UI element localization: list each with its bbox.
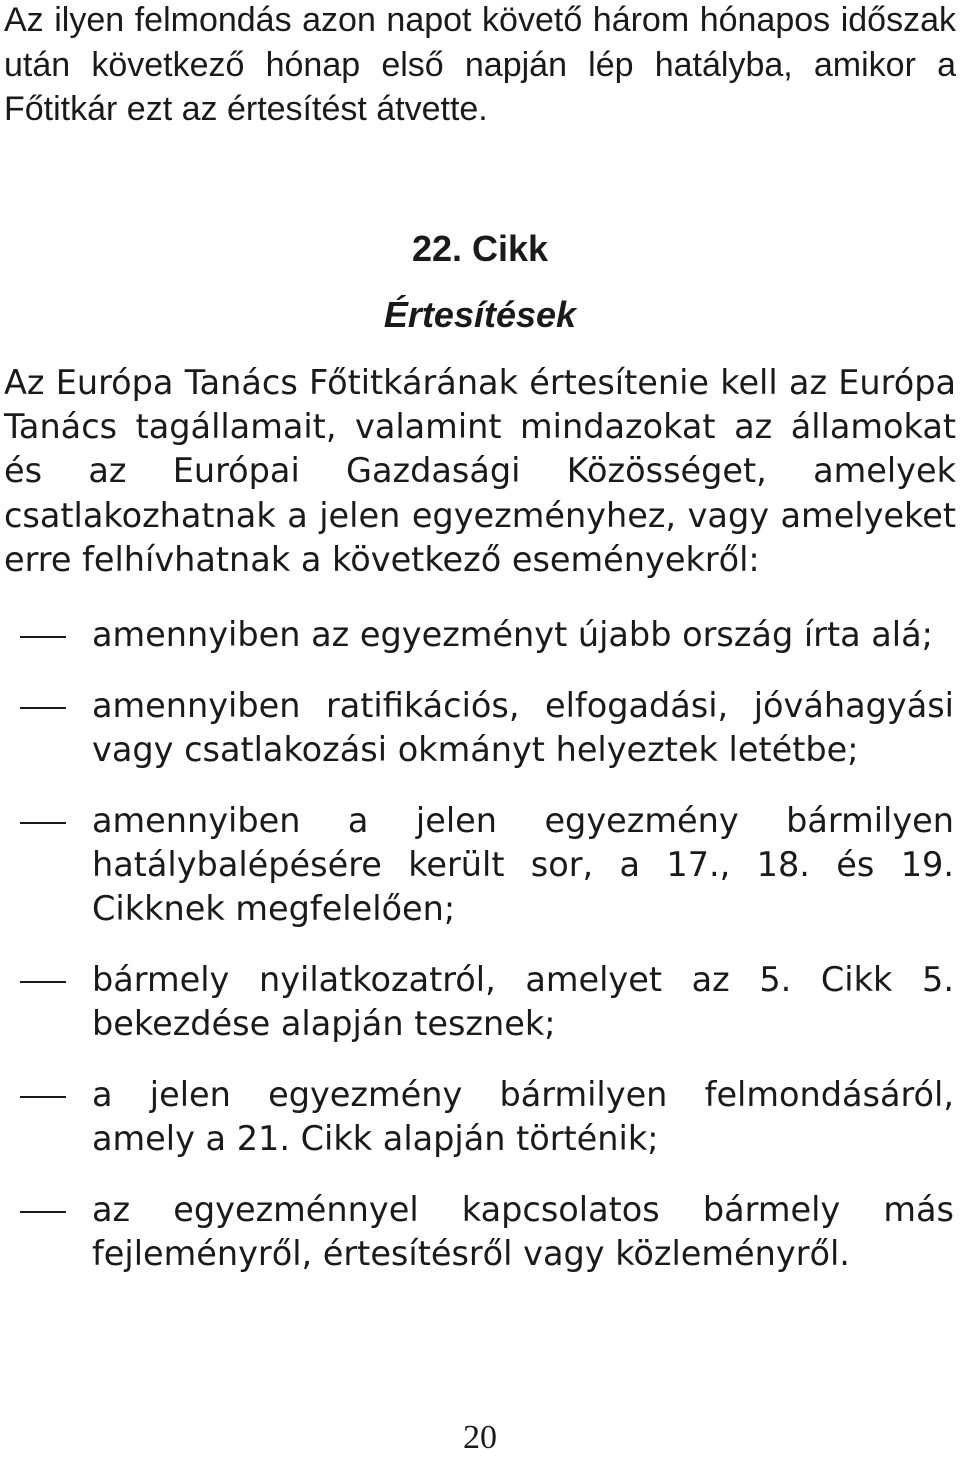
list-item bbox=[0, 684, 954, 772]
dash-bullet bbox=[20, 981, 66, 983]
list-item bbox=[0, 1188, 954, 1276]
dash-bullet bbox=[20, 822, 66, 824]
list-item-text: az egyezménnyel kapcsolatos bármely más fejleményről, értesítésről vagy közleményről. bbox=[92, 1190, 954, 1273]
list-item bbox=[0, 799, 954, 931]
list-item bbox=[0, 1073, 954, 1161]
intro-paragraph: Az ilyen felmondás azon napot követő három hónapos időszak után következő hónap első napján lép hatályba, amikor a Főtitkár ezt az értesítést átvette. bbox=[4, 1, 956, 128]
list-item bbox=[0, 613, 954, 657]
list-item-text: amennyiben az egyezményt újabb ország írta alá; bbox=[92, 615, 933, 654]
dash-bullet bbox=[20, 1211, 66, 1213]
dash-bullet bbox=[20, 707, 66, 709]
notification-list bbox=[0, 613, 960, 1303]
body-paragraph: Az Európa Tanács Főtitkárának értesítenie kell az Európa Tanács tagállamait, valamint mindazokat az államokat és az Európai Gazdasági Közösséget, amelyek csatlakozhatnak a jelen egyezményhez, vagy amelyeket erre felhívhatnak a következő eseményekről: bbox=[4, 363, 956, 579]
list-item-text: a jelen egyezmény bármilyen felmondásáról, amely a 21. Cikk alapján történik; bbox=[92, 1075, 954, 1158]
dash-bullet bbox=[20, 1096, 66, 1098]
page-number: 20 bbox=[463, 1419, 497, 1456]
article-title: Értesítések bbox=[383, 294, 577, 335]
list-item bbox=[0, 958, 954, 1046]
list-item-text: bármely nyilatkozatról, amelyet az 5. Cikk 5. bekezdése alapján tesznek; bbox=[92, 960, 954, 1043]
list-item-text: amennyiben a jelen egyezmény bármilyen hatálybalépésére került sor, a 17., 18. és 19. Cikknek megfelelően; bbox=[92, 801, 954, 928]
article-number: 22. Cikk bbox=[411, 228, 549, 269]
list-item-text: amennyiben ratifikációs, elfogadási, jóváhagyási vagy csatlakozási okmányt helyeztek letétbe; bbox=[92, 686, 954, 769]
dash-bullet bbox=[20, 636, 66, 638]
